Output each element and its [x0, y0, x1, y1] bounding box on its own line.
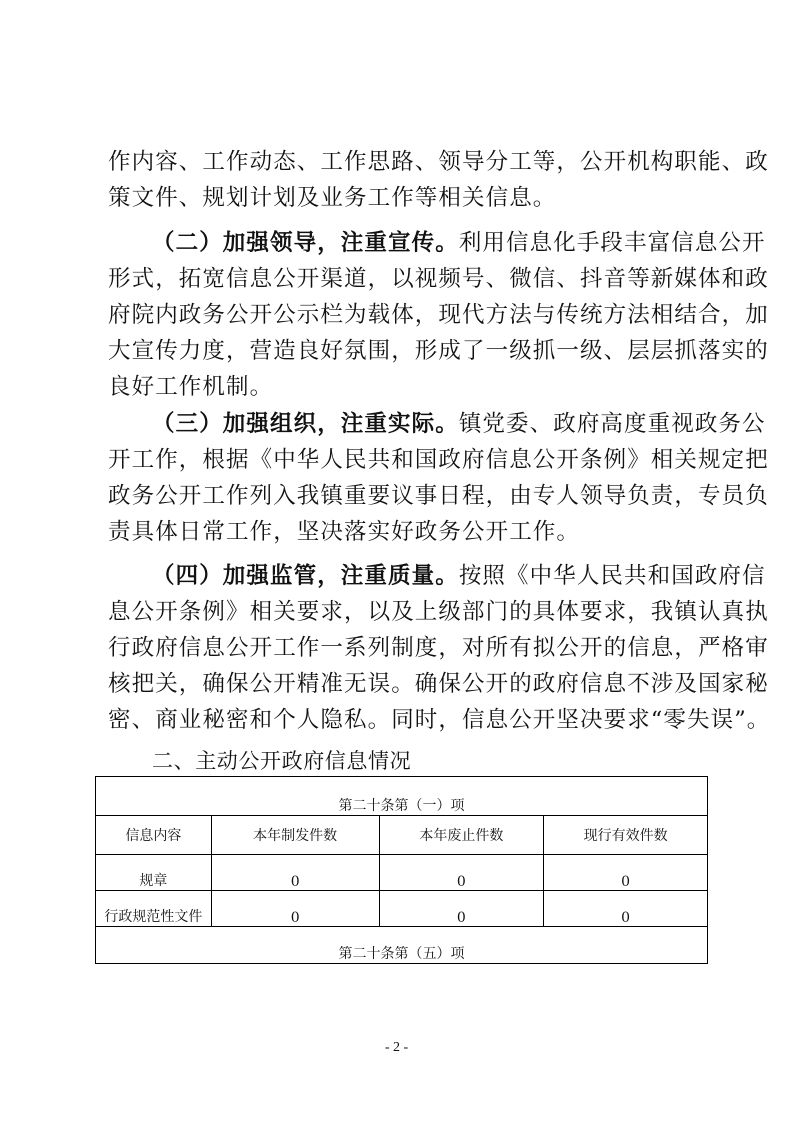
- body-text: 镇党委、政府高度重视政务公: [458, 411, 766, 437]
- table-cell: 0: [211, 855, 379, 891]
- table-cell: 行政规范性文件: [96, 891, 212, 927]
- info-table: [95, 776, 708, 964]
- paragraph-heading: （二）加强领导，注重宣传。: [152, 230, 459, 256]
- section-heading: 二、主动公开政府信息情况: [152, 749, 412, 773]
- body-text-line: 形式，拓宽信息公开渠道，以视频号、微信、抖音等新媒体和政: [108, 266, 769, 292]
- column-header: 本年制发件数: [211, 816, 379, 855]
- body-text-line: 大宣传力度，营造良好氛围，形成了一级抓一级、层层抓落实的: [108, 338, 769, 364]
- paragraph-lead-line: [152, 409, 766, 439]
- table-cell: 0: [379, 855, 544, 891]
- table-cell: 0: [211, 891, 379, 927]
- paragraph-heading: （三）加强组织，注重实际。: [152, 411, 459, 437]
- column-header: 本年废止件数: [379, 816, 544, 855]
- body-text-line: 核把关，确保公开精准无误。确保公开的政府信息不涉及国家秘: [108, 671, 769, 697]
- body-text: 按照《中华人民共和国政府信: [458, 563, 766, 589]
- table-cell: 0: [544, 855, 708, 891]
- table-cell: 0: [379, 891, 544, 927]
- table-title-row: [96, 777, 708, 816]
- body-text-line: 作内容、工作动态、工作思路、领导分工等，公开机构职能、政: [108, 149, 769, 175]
- body-text-line: 行政府信息公开工作一系列制度，对所有拟公开的信息，严格审: [108, 635, 769, 661]
- table-header-row: [96, 816, 708, 855]
- body-text-line: 政务公开工作列入我镇重要议事日程，由专人领导负责，专员负: [108, 483, 769, 509]
- body-text-line: 策文件、规划计划及业务工作等相关信息。: [108, 185, 557, 211]
- body-text-line: 息公开条例》相关要求，以及上级部门的具体要求，我镇认真执: [108, 599, 769, 625]
- table-row: [96, 891, 708, 927]
- table-cell: 规章: [96, 855, 212, 891]
- table-title-row: [96, 927, 708, 964]
- paragraph-lead-line: [152, 228, 766, 258]
- paragraph-heading: （四）加强监管，注重质量。: [152, 563, 459, 589]
- body-text-line: 责具体日常工作，坚决落实好政务公开工作。: [108, 519, 581, 545]
- body-text-line: 开工作，根据《中华人民共和国政府信息公开条例》相关规定把: [108, 447, 769, 473]
- column-header: 现行有效件数: [544, 816, 708, 855]
- paragraph-lead-line: [152, 561, 766, 591]
- body-text: 利用信息化手段丰富信息公开: [458, 230, 766, 256]
- table-title: 第二十条第（一）项: [96, 777, 708, 816]
- body-text-line: 府院内政务公开公示栏为载体，现代方法与传统方法相结合，加: [108, 302, 769, 328]
- table-cell: 0: [544, 891, 708, 927]
- body-text-line: 良好工作机制。: [108, 374, 274, 400]
- page-number: - 2 -: [384, 1040, 409, 1055]
- body-text-line: 密、商业秘密和个人隐私。同时，信息公开坚决要求“零失误”。: [108, 707, 771, 733]
- table-row: [96, 855, 708, 891]
- table-title: 第二十条第（五）项: [96, 927, 708, 964]
- column-header: 信息内容: [96, 816, 212, 855]
